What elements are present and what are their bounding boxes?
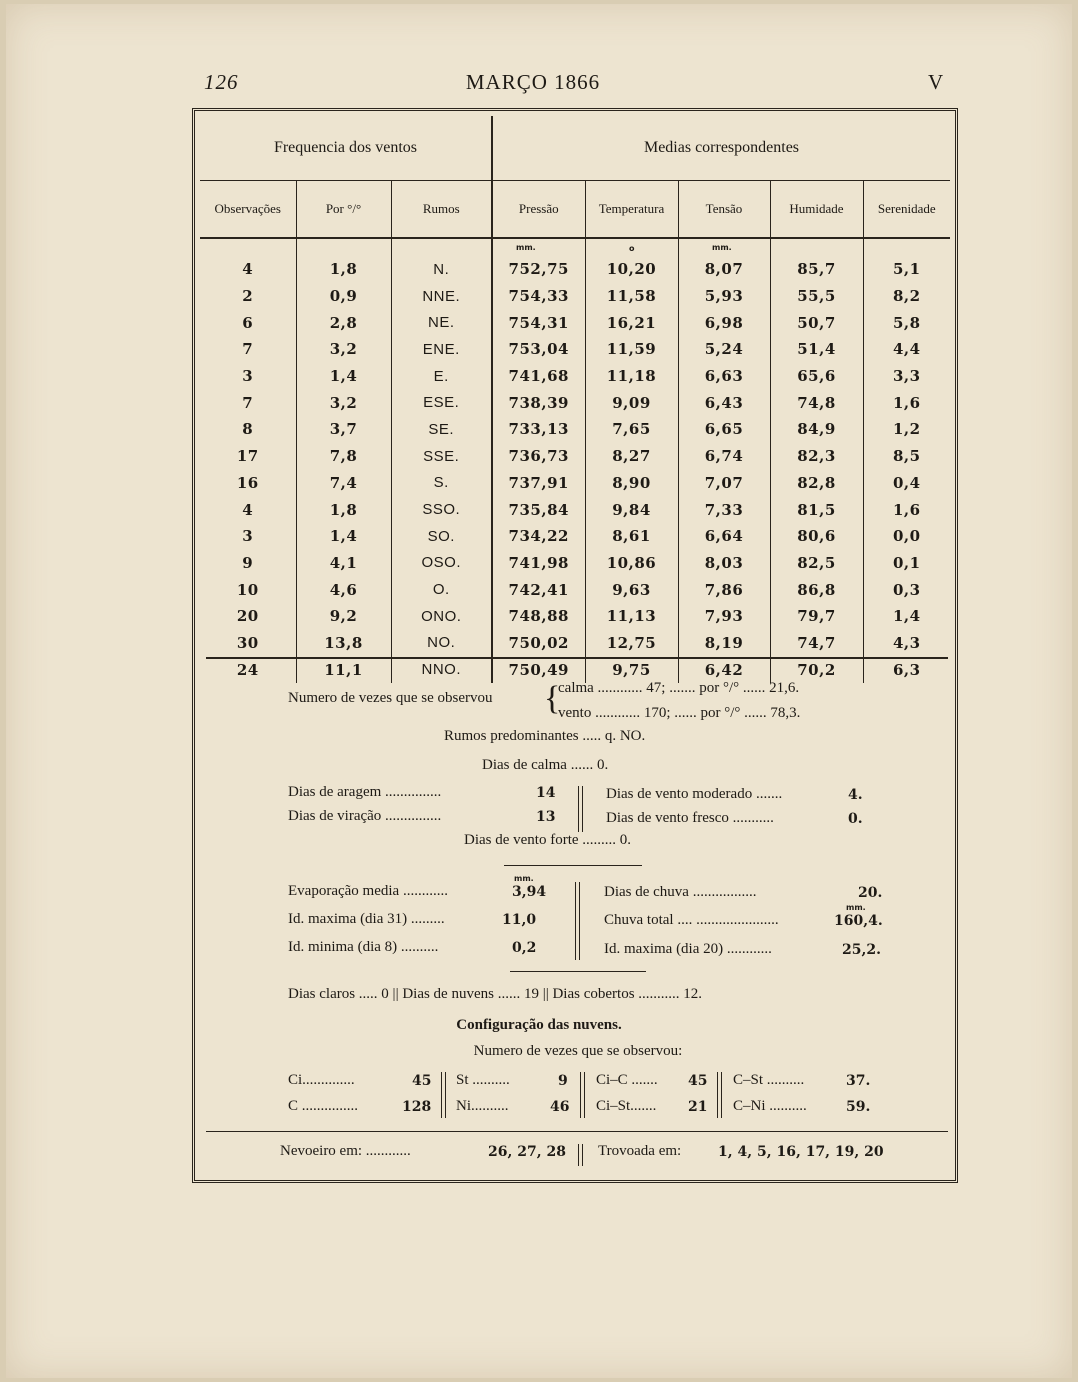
col-pressao: Pressão [492, 181, 585, 239]
cell-serenidade: 1,4 [863, 603, 950, 630]
cell-humidade: 85,7 [770, 238, 863, 283]
cell-serenidade: 0,3 [863, 576, 950, 603]
page-number: 126 [204, 70, 239, 94]
double-rule [578, 786, 583, 832]
cell-obs: 8 [242, 420, 254, 439]
cloud-ni-label: Ni.......... [456, 1098, 509, 1114]
config-title: Configuração das nuvens. [456, 1017, 622, 1033]
cell-por: 1,8 [296, 238, 391, 283]
cell-humidade: 74,7 [770, 630, 863, 657]
chuva-label: Dias de chuva ................. [604, 884, 757, 900]
cell-temperatura: 11,59 [585, 336, 678, 363]
cloud-cist-value: 21 [688, 1099, 708, 1115]
evmax-label: Id. maxima (dia 31) ......... [288, 911, 445, 927]
evap-label: Evaporação media ............ [288, 883, 448, 899]
cell-serenidade: 0,4 [863, 470, 950, 497]
cell-por: 13,8 [296, 630, 391, 657]
cell-rumo: NO. [391, 630, 492, 657]
cloud-cst-label: C–St .......... [733, 1072, 805, 1088]
cloud-cic-label: Ci–C ....... [596, 1072, 658, 1088]
cell-temperatura: 11,13 [585, 603, 678, 630]
cell-pressao: 735,84 [492, 496, 585, 523]
observed-label: Numero de vezes que se observou [288, 690, 493, 706]
cell-humidade: 82,3 [770, 443, 863, 470]
cell-pressao: 748,88 [492, 603, 585, 630]
cell-tensao: 5,24 [678, 336, 770, 363]
cell-por: 0,9 [296, 283, 391, 310]
col-tensao: Tensão [678, 181, 770, 239]
cell-pressao: 754,33 [492, 283, 585, 310]
col-por: Por °/° [296, 181, 391, 239]
cell-pressao: 734,22 [492, 523, 585, 550]
cell-serenidade: 4,3 [863, 630, 950, 657]
calma-line: calma ............ 47; ....... por °/° ...... 21,6. [558, 680, 800, 696]
section-mark: V [928, 70, 945, 94]
chuvatot-unit: mm. [846, 903, 866, 912]
cell-temperatura: 8,27 [585, 443, 678, 470]
table-row [200, 550, 950, 577]
cell-rumo: ONO. [391, 603, 492, 630]
cell-temperatura: 9,75 [585, 656, 678, 683]
cell-serenidade: 3,3 [863, 363, 950, 390]
divider [206, 1131, 948, 1132]
chmax-value: 25,2. [842, 942, 881, 958]
cell-temperatura: 9,63 [585, 576, 678, 603]
cloud-cic-value: 45 [688, 1073, 708, 1089]
double-rule [580, 1072, 585, 1118]
cell-rumo: SSE. [391, 443, 492, 470]
cell-obs: 17 [236, 447, 259, 466]
cell-rumo: ENE. [391, 336, 492, 363]
vento-line: vento ............ 170; ...... por °/° ...... 78,3. [558, 705, 801, 721]
cell-rumo: NNO. [391, 656, 492, 683]
cell-tensao: 6,65 [678, 416, 770, 443]
table-row [200, 309, 950, 336]
cell-por: 9,2 [296, 603, 391, 630]
cell-humidade: 79,7 [770, 603, 863, 630]
brace-glyph: { [544, 680, 561, 717]
cell-tensao: 8,03 [678, 550, 770, 577]
cell-obs: 3 [242, 367, 254, 386]
cell-por: 1,4 [296, 523, 391, 550]
cell-humidade: 65,6 [770, 363, 863, 390]
cell-tensao: 7,07 [678, 470, 770, 497]
cloud-ci-value: 45 [412, 1073, 432, 1089]
col-observacoes: Observações [200, 181, 296, 239]
double-rule [441, 1072, 446, 1118]
nevoeiro-label: Nevoeiro em: ............ [280, 1143, 411, 1159]
cloud-cist-label: Ci–St....... [596, 1098, 657, 1114]
fresco-label: Dias de vento fresco ........... [606, 810, 774, 826]
table-bottom-rule [206, 657, 948, 659]
evap-unit: mm. [514, 874, 534, 883]
cell-serenidade: 4,4 [863, 336, 950, 363]
cell-por: 3,2 [296, 389, 391, 416]
moderado-label: Dias de vento moderado ....... [606, 786, 783, 802]
cloud-st-value: 9 [558, 1073, 568, 1089]
cloud-c-value: 128 [402, 1099, 432, 1115]
rumos-predominantes: Rumos predominantes ..... q. NO. [444, 728, 646, 744]
cell-temperatura: 9,09 [585, 389, 678, 416]
cell-serenidade: 1,6 [863, 496, 950, 523]
double-rule [578, 1144, 583, 1166]
cell-pressao: 742,41 [492, 576, 585, 603]
page-title: MARÇO 1866 [465, 70, 601, 94]
cell-rumo: E. [391, 363, 492, 390]
group-header-frequency: Frequencia dos ventos [200, 116, 492, 181]
cell-pressao: 736,73 [492, 443, 585, 470]
cell-tensao: 7,93 [678, 603, 770, 630]
cell-tensao: 8,07 [678, 238, 770, 283]
cell-serenidade: 8,5 [863, 443, 950, 470]
evap-value: 3,94 [512, 884, 547, 900]
cell-serenidade: 5,8 [863, 309, 950, 336]
cloud-c-label: C ............... [288, 1098, 359, 1114]
cell-obs: 4 [242, 260, 254, 279]
cell-por: 1,8 [296, 496, 391, 523]
cell-por: 1,4 [296, 363, 391, 390]
cell-por: 11,1 [296, 656, 391, 683]
evmin-label: Id. minima (dia 8) .......... [288, 939, 439, 955]
cell-pressao: 753,04 [492, 336, 585, 363]
cell-serenidade: 6,3 [863, 656, 950, 683]
evmin-value: 0,2 [512, 940, 537, 956]
evmax-value: 11,0 [502, 912, 537, 928]
fresco-value: 0. [848, 811, 863, 827]
cloud-st-label: St .......... [456, 1072, 510, 1088]
cell-tensao: 8,19 [678, 630, 770, 657]
cell-serenidade: 5,1 [863, 238, 950, 283]
cell-tensao: 6,64 [678, 523, 770, 550]
cell-por: 4,1 [296, 550, 391, 577]
cloud-cni-value: 59. [846, 1099, 871, 1115]
unit-temperatura: o [629, 244, 635, 253]
table-row [200, 496, 950, 523]
cell-rumo: NE. [391, 309, 492, 336]
cell-obs: 30 [236, 633, 259, 652]
cell-obs: 7 [242, 393, 254, 412]
table-row [200, 443, 950, 470]
cell-obs: 16 [236, 473, 259, 492]
cell-humidade: 82,8 [770, 470, 863, 497]
cell-por: 4,6 [296, 576, 391, 603]
cell-serenidade: 8,2 [863, 283, 950, 310]
cell-tensao: 5,93 [678, 283, 770, 310]
cell-humidade: 86,8 [770, 576, 863, 603]
cell-humidade: 50,7 [770, 309, 863, 336]
cell-pressao: 752,75 [492, 238, 585, 283]
chuvatot-label: Chuva total .... ...................... [604, 912, 779, 928]
cell-tensao: 6,74 [678, 443, 770, 470]
table-row [200, 389, 950, 416]
cell-rumo: SO. [391, 523, 492, 550]
cell-humidade: 70,2 [770, 656, 863, 683]
cell-rumo: SSO. [391, 496, 492, 523]
cell-humidade: 74,8 [770, 389, 863, 416]
cell-humidade: 51,4 [770, 336, 863, 363]
cell-tensao: 6,42 [678, 656, 770, 683]
cell-rumo: N. [391, 238, 492, 283]
cell-obs: 9 [242, 553, 254, 572]
cell-obs: 20 [236, 607, 259, 626]
group-header-medias: Medias correspondentes [492, 116, 950, 181]
cloud-ci-label: Ci.............. [288, 1072, 355, 1088]
cell-obs: 2 [242, 287, 254, 306]
cell-temperatura: 11,18 [585, 363, 678, 390]
trovoada-label: Trovoada em: [598, 1143, 682, 1159]
table-row [200, 416, 950, 443]
vento-forte: Dias de vento forte ......... 0. [464, 832, 632, 848]
double-rule [575, 882, 580, 960]
nevoeiro-value: 26, 27, 28 [488, 1144, 566, 1160]
config-subtitle: Numero de vezes que se observou: [473, 1043, 683, 1059]
cell-obs: 3 [242, 527, 254, 546]
col-rumos: Rumos [391, 181, 492, 239]
cell-rumo: NNE. [391, 283, 492, 310]
cloud-cni-label: C–Ni .......... [733, 1098, 807, 1114]
cell-humidade: 84,9 [770, 416, 863, 443]
table-row [200, 283, 950, 310]
cell-obs: 4 [242, 500, 254, 519]
viracao-value: 13 [536, 809, 556, 825]
cell-humidade: 80,6 [770, 523, 863, 550]
cell-pressao: 750,02 [492, 630, 585, 657]
cell-pressao: 737,91 [492, 470, 585, 497]
cell-pressao: 754,31 [492, 309, 585, 336]
cell-rumo: SE. [391, 416, 492, 443]
nuvens-line: Dias claros ..... 0 || Dias de nuvens ...... 19 || Dias cobertos ........... 12. [288, 986, 703, 1002]
cell-rumo: ESE. [391, 389, 492, 416]
unit-pressao: mm. [516, 243, 536, 252]
chmax-label: Id. maxima (dia 20) ............ [604, 941, 772, 957]
cell-obs: 24 [236, 660, 259, 679]
cell-por: 3,7 [296, 416, 391, 443]
cell-pressao: 741,98 [492, 550, 585, 577]
divider [510, 971, 646, 972]
cell-por: 7,4 [296, 470, 391, 497]
cell-tensao: 6,63 [678, 363, 770, 390]
cell-pressao: 750,49 [492, 656, 585, 683]
col-humidade: Humidade [770, 181, 863, 239]
cell-por: 3,2 [296, 336, 391, 363]
cell-temperatura: 9,84 [585, 496, 678, 523]
chuva-value: 20. [858, 885, 883, 901]
cloud-ni-value: 46 [550, 1099, 570, 1115]
col-temperatura: Temperatura [585, 181, 678, 239]
cell-pressao: 741,68 [492, 363, 585, 390]
cell-rumo: S. [391, 470, 492, 497]
table-row [200, 523, 950, 550]
cell-obs: 6 [242, 313, 254, 332]
cell-humidade: 82,5 [770, 550, 863, 577]
cell-humidade: 81,5 [770, 496, 863, 523]
cell-rumo: O. [391, 576, 492, 603]
table-row [200, 336, 950, 363]
cell-temperatura: 16,21 [585, 309, 678, 336]
cell-temperatura: 10,86 [585, 550, 678, 577]
cell-rumo: OSO. [391, 550, 492, 577]
aragem-value: 14 [536, 785, 556, 801]
cell-temperatura: 7,65 [585, 416, 678, 443]
cell-por: 7,8 [296, 443, 391, 470]
wind-frequency-table [200, 116, 950, 683]
cell-humidade: 55,5 [770, 283, 863, 310]
cell-tensao: 7,86 [678, 576, 770, 603]
table-row [200, 656, 950, 683]
moderado-value: 4. [848, 787, 863, 803]
cell-serenidade: 1,6 [863, 389, 950, 416]
cell-serenidade: 0,0 [863, 523, 950, 550]
viracao-label: Dias de viração ............... [288, 808, 442, 824]
cell-temperatura: 8,90 [585, 470, 678, 497]
cell-obs: 7 [242, 340, 254, 359]
unit-tensao: mm. [712, 243, 732, 252]
col-serenidade: Serenidade [863, 181, 950, 239]
table-row [200, 630, 950, 657]
divider [504, 865, 642, 866]
table-row [200, 470, 950, 497]
cell-temperatura: 10,20 [585, 238, 678, 283]
cell-pressao: 738,39 [492, 389, 585, 416]
table-row [200, 576, 950, 603]
cell-tensao: 6,43 [678, 389, 770, 416]
cell-temperatura: 12,75 [585, 630, 678, 657]
table-row [200, 603, 950, 630]
cell-temperatura: 11,58 [585, 283, 678, 310]
double-rule [717, 1072, 722, 1118]
chuvatot-value: 160,4. [834, 913, 883, 929]
cloud-cst-value: 37. [846, 1073, 871, 1089]
cell-serenidade: 0,1 [863, 550, 950, 577]
table-row [200, 363, 950, 390]
dias-calma: Dias de calma ...... 0. [482, 757, 609, 773]
cell-serenidade: 1,2 [863, 416, 950, 443]
cell-tensao: 7,33 [678, 496, 770, 523]
cell-pressao: 733,13 [492, 416, 585, 443]
table-row [200, 238, 950, 283]
cell-obs: 10 [236, 580, 259, 599]
trovoada-value: 1, 4, 5, 16, 17, 19, 20 [718, 1144, 884, 1160]
aragem-label: Dias de aragem ............... [288, 784, 442, 800]
cell-temperatura: 8,61 [585, 523, 678, 550]
cell-por: 2,8 [296, 309, 391, 336]
cell-tensao: 6,98 [678, 309, 770, 336]
